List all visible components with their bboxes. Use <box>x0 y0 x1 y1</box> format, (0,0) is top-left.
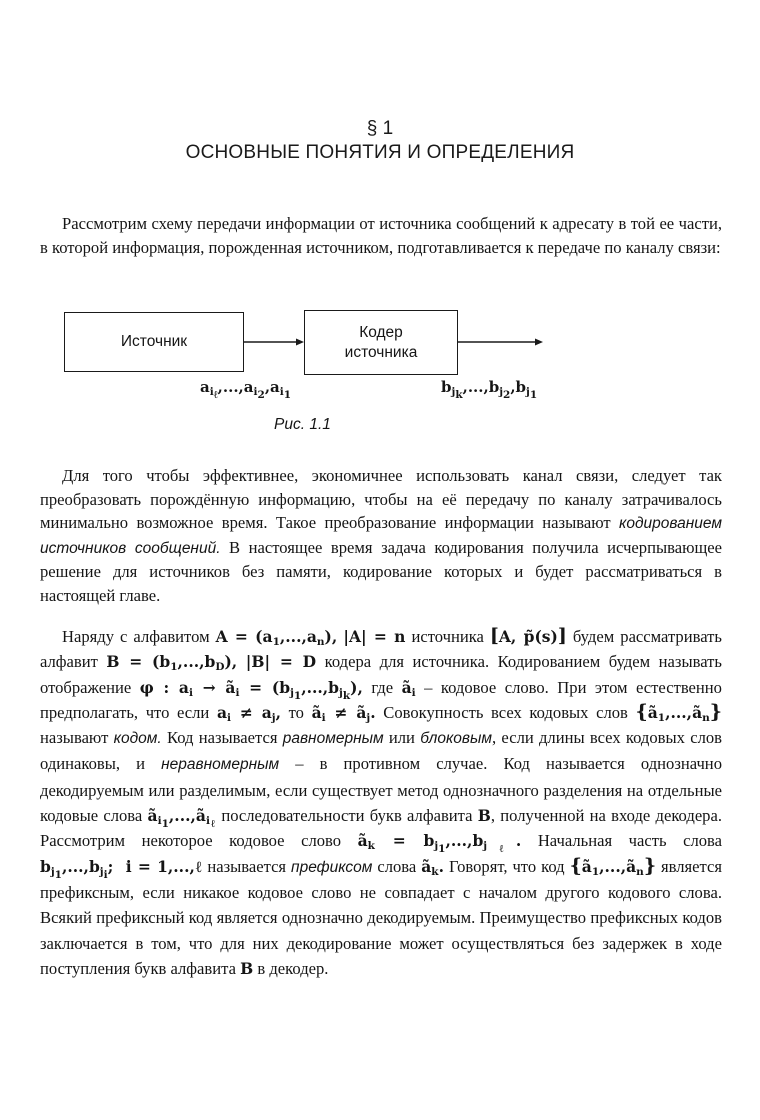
p3-text: Наряду с алфавитом <box>62 627 216 646</box>
p3-text: то <box>280 702 312 722</box>
section-number: § 1 <box>366 118 394 139</box>
p3-text: Говорят, что код <box>443 856 570 876</box>
term-nonuniform: неравномерным <box>161 756 280 774</box>
p2-text-1: Для того чтобы эффективнее, экономичнее использовать канал связи, следует так преобразовать порождённую информацию, чтобы на её передачу по каналу затрачивалось минимально возможное время. Такое преобразование информации называют <box>40 466 722 533</box>
p3-text: в декодер. <box>253 958 329 978</box>
p3-text: кодера для источника. Кодированием будем называть отображение <box>40 652 722 697</box>
paragraph-efficiency <box>40 464 722 608</box>
arrowhead-source-to-coder <box>296 339 304 346</box>
formula-codeword: $ã_i$ <box>401 677 416 699</box>
paragraph-definitions: Наряду с алфавитом $A = (a_1,...,a_n)$, |A| = n источника [A, p̃(s)] будем рассматривать алфавит $B = (b_1,...,b_D)$, |B| = D кодера для источника. Кодированием будем называть отображение φ : $a_i$ → $ã_i = (b_{j_1},...,b_{j_k})$, где $ã_i$ – кодовое слово. При этом естественно предполагать, что если $a_i \ne a_j$, то $ã_i$ ≠ $ã_j$. Совокупность всех кодовых слов $\{ã_1,...,ã_n\}$ называют кодом. Код называется равномерным или блоковым, если длины всех кодовых слов одинаковы, и неравномерным – в противном случае. Код называется однозначно декодируемым или разделимым, если существует метод однозначного разделения на отдельные кодовые слова $ã_{i_1},...,ã_{i_\ell}$ последовательности букв алфавита B, полученной на входе декодера. Рассмотрим некоторое кодовое слово $ã_k = b_{j_1},...,b_{j_\ell}$. Начальная часть слова $b_{j_1},...,b_{j_i}$; i = 1,...,ℓ называется префиксом слова $ã_k$. Говорят, что код $\{ã_1,...,ã_n\}$ является префиксным, если никакое кодовое слово не совпадает с началом другого кодового слова. Всякий префиксный код является однозначно декодируемым. Преимущество префиксных кодов заключается в том, что для них декодирование может осуществляться без задержек в ходе поступления букв алфавита B в декодер. <box>40 625 722 978</box>
formula-codeword-k: $ã_k = b_{j_1},...,b_{j_\ell}$. <box>357 831 522 856</box>
p3-text: называют <box>40 728 114 748</box>
formula-card-b: |B| = D <box>245 652 317 672</box>
formula-codewords-neq: $ã_i$ ≠ $ã_j$. <box>311 702 376 724</box>
arrowhead-coder-output <box>535 339 543 346</box>
term-uniform: равномерным <box>282 730 384 748</box>
p3-text: или <box>383 728 421 748</box>
coder-label-line2: источника <box>344 343 418 361</box>
term-block: блоковым <box>420 730 493 748</box>
formula-ai-neq-aj: $a_i \ne a_j$, <box>216 702 281 724</box>
p3-text: Код называется <box>161 728 283 748</box>
p3-text: Совокупность всех кодовых слов <box>375 702 636 722</box>
formula-mapping: φ : $a_i$ → $ã_i = (b_{j_1},...,b_{j_k})$, <box>139 677 363 702</box>
input-letter-sequence: $a_{i_\ell},...,a_{i_2},a_{i_1}$ <box>200 378 292 401</box>
formula-code-set-2: $\{ã_1,...,ã_n\}$ <box>569 854 657 878</box>
coder-box <box>304 310 458 375</box>
p3-text: полученной на входе декодера. Рассмотрим некоторое кодовое слово <box>40 806 722 851</box>
p3-text: – кодовое слово. При этом естественно предполагать, что если <box>40 677 722 722</box>
source-box <box>64 312 244 372</box>
output-letter-sequence: $b_{j_k},...,b_{j_2},b_{j_1}$ <box>441 378 538 401</box>
p3-text: – в противном случае. Код называется однозначно декодируемым или разделимым, если существует метод однозначного разделения на отдельные кодовые слова <box>40 754 722 826</box>
section-title: ОСНОВНЫЕ ПОНЯТИЯ И ОПРЕДЕЛЕНИЯ <box>185 142 575 163</box>
p3-text: будем рассматривать алфавит <box>40 627 722 672</box>
formula-alphabet-b-ref-2: B <box>240 958 254 978</box>
formula-alphabet-a: $A = (a_1,...,a_n)$, <box>215 627 338 648</box>
paragraph-intro: Рассмотрим схему передачи информации от источника сообщений к адресату в той ее части, в которой информация, порожденная источником, подготавливается к передаче по каналу связи: <box>40 214 722 257</box>
formula-alphabet-b: $B = (b_1,...,b_D)$, <box>106 652 238 674</box>
term-source-coding: кодированием источников сообщений. <box>40 515 722 557</box>
formula-codeword-seq: $ã_{i_1},...,ã_{i_\ell}$ <box>147 806 217 831</box>
term-code: кодом. <box>113 730 162 748</box>
formula-code-set: $\{ã_1,...,ã_n\}$ <box>635 700 722 724</box>
p3-text: где <box>362 677 402 697</box>
source-coder-diagram <box>0 300 760 450</box>
term-prefix: префиксом <box>291 858 373 876</box>
formula-source: [A, p̃(s)] <box>489 625 567 647</box>
p3-text: называется <box>202 856 292 876</box>
p2-text-2: В настоящее время задача кодирования получила исчерпывающее решение для источников без памяти, кодирование которых и будет рассматриваться в настоящей главе. <box>40 537 722 605</box>
coder-label-line1: Кодер <box>359 323 403 341</box>
formula-word-ak: $ã_k$. <box>421 856 444 878</box>
source-label: Источник <box>120 333 188 350</box>
p3-text: слова <box>372 856 422 876</box>
p3-text: последовательности букв алфавита <box>216 806 478 826</box>
figure-caption: Рис. 1.1 <box>274 416 331 433</box>
p3-text: , если длины всех кодовых слов одинаковы, и <box>40 728 722 774</box>
formula-card-a: |A| = n <box>343 627 406 646</box>
p3-text: является префиксным, если никакое кодовое слово не совпадает с началом другого кодового слова. Всякий префиксный код является однозначно декодируемым. Преимущество префиксных кодов заключается в том, что для них декодирование может осуществляться без задержек в ходе поступления букв алфавита <box>40 856 722 978</box>
formula-alphabet-b-ref: B <box>477 806 491 826</box>
formula-prefix-part: $b_{j_1},...,b_{j_i}$; i = 1,...,ℓ <box>40 856 203 881</box>
p3-text: источника <box>405 627 490 646</box>
p3-text: Начальная часть слова <box>521 831 722 851</box>
